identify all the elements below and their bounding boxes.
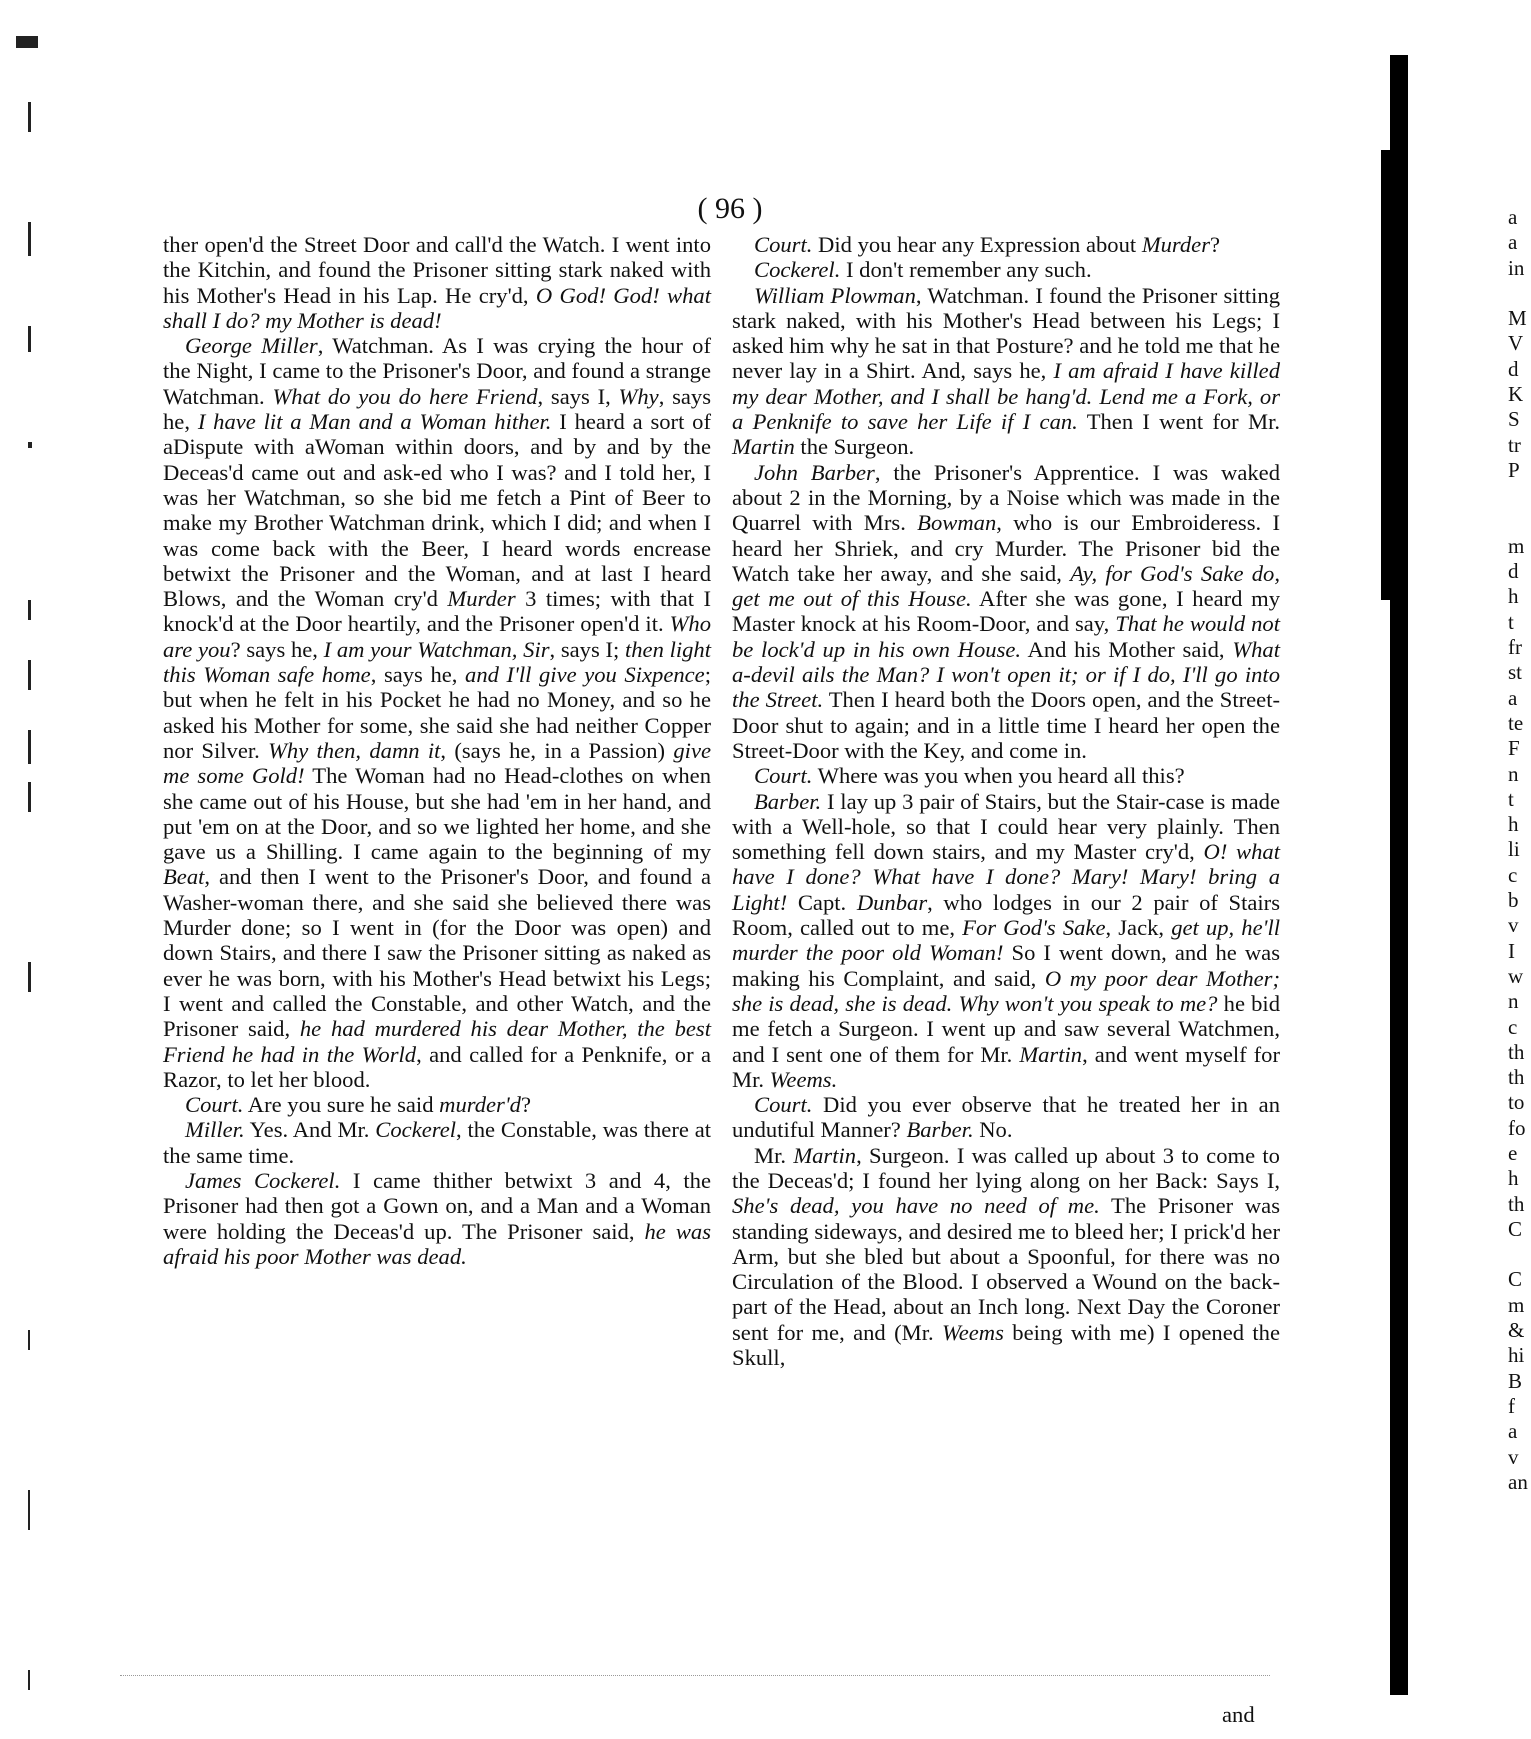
edge-letter: h (1508, 584, 1519, 609)
paragraph: ther open'd the Street Door and call'd the Watch. I went into the Kitchin, and found the Prisoner sitting stark naked with his Mother's Head in his Lap. He cry'd, O God! God! what shall I do? my Mother is dead! (163, 232, 711, 333)
edge-letter: b (1508, 888, 1519, 913)
paragraph: Court. Did you ever observe that he treated her in an undutiful Manner? Barber. No. (732, 1092, 1280, 1143)
edge-letter: fo (1508, 1115, 1526, 1140)
edge-letter: tr (1508, 432, 1521, 457)
edge-letter: v (1508, 913, 1519, 938)
paragraph: Court. Where was you when you heard all this? (754, 763, 1185, 789)
edge-letter: an (1508, 1469, 1528, 1494)
paragraph: George Miller, Watchman. As I was crying the hour of the Night, I came to the Prisoner's Door, and found a strange Watchman. What do you do here Friend, says I, Why, says he, I have lit a Man and a Woman hither. I heard a sort of aDispute with aWoman within doors, and by and by the Deceas'd came out and ask-ed who I was? and I told her, I was her Watchman, so she bid me fetch a Pint of Beer to make my Brother Watchman drink, which I did; and when I was come back with the Beer, I heard words encrease betwixt the Prisoner and the Woman, and at last I heard Blows, and the Woman cry'd Murder 3 times; with that I knock'd at the Door heartily, and the Prisoner open'd it. Who are you? says he, I am your Watchman, Sir, says I; then light this Woman safe home, says he, and I'll give you Sixpence; but when he felt in his Pocket he had no Money, and so he asked his Mother for some, she said she had neither Copper nor Silver. Why then, damn it, (says he, in a Passion) give me some Gold! The Woman had no Head-clothes on when she came out of his House, but she had 'em in her hand, and put 'em on at the Door, and so we lighted her home, and she gave us a Shilling. I came again to the beginning of my Beat, and then I went to the Prisoner's Door, and found a Washer-woman there, and she said she believed there was Murder done; so I went in (for the Door was open) and down Stairs, and there I saw the Prisoner sitting as naked as ever he was born, with his Mother's Head betwixt his Legs; I went and called the Constable, and other Watch, and the Prisoner said, he had murdered his dear Mother, the best Friend he had in the World, and called for a Penknife, or a Razor, to let her blood. (163, 333, 712, 1092)
edge-letter: st (1508, 660, 1523, 685)
paragraph: Court. Did you hear any Expression about Murder? (754, 232, 1221, 257)
paragraph: James Cockerel. I came thither betwixt 3 and 4, the Prisoner had then got a Gown on, and a Man and a Woman were holding the Deceas'd up. The Prisoner said, he was afraid his poor Mother was dead. (163, 1167, 711, 1269)
edge-letter: V (1508, 331, 1524, 356)
edge-letter: v (1508, 1444, 1519, 1469)
edge-letter: in (1508, 255, 1525, 280)
left-column (163, 232, 711, 1269)
edge-letter: C (1508, 1216, 1523, 1241)
edge-letter: & (1508, 1318, 1525, 1343)
edge-letter: c (1508, 1014, 1518, 1039)
edge-letter: m (1508, 1292, 1525, 1317)
paragraph: Court. Are you sure he said murder'd? (185, 1092, 532, 1118)
edge-letter (1508, 483, 1530, 508)
paragraph: Mr. Martin, Surgeon. I was called up about 3 to come to the Deceas'd; I found her lying along on her Back: Says I, She's dead, you have no need of me. The Prisoner was standing sideways, and desired me to bleed her; I prick'd her Arm, but she bled but about a Spoonful, for there was no Circulation of the Blood. I observed a Wound on the back-part of the Head, about an Inch long. Next Day the Coroner sent for me, and (Mr. Weems being with me) I opened the Skull, (732, 1142, 1281, 1371)
scan-edge-marks (8, 30, 48, 1710)
edge-letter: te (1508, 710, 1524, 735)
edge-letter: C (1508, 1267, 1523, 1292)
edge-letter: n (1508, 989, 1519, 1014)
catchword: and (1222, 1702, 1255, 1727)
edge-letter: th (1508, 1039, 1525, 1064)
edge-letter: th (1508, 1065, 1525, 1090)
edge-letter: h (1508, 1166, 1519, 1191)
edge-letter: S (1508, 407, 1520, 432)
scan-bottom-noise (120, 1675, 1270, 1678)
right-column (732, 232, 1280, 1370)
edge-letter: h (1508, 812, 1519, 837)
edge-letter (1508, 281, 1530, 306)
paragraph: John Barber, the Prisoner's Apprentice. I was waked about 2 in the Morning, by a Noise which was made in the Quarrel with Mrs. Bowman, who is our Embroideress. I heard her Shriek, and cry Murder. The Prisoner bid the Watch take her away, and she said, Ay, for God's Sake do, get me out of this House. After she was gone, I heard my Master knock at his Room-Door, and say, That he would not be lock'd up in his own House. And his Mother said, What a-devil ails the Man? I won't open it; or if I do, I'll go into the Street. Then I heard both the Doors open, and the Street-Door shut to again; and in a little time I heard her open the Street-Door with the Key, and come in. (732, 459, 1281, 763)
paragraph: Cockerel. I don't remember any such. (754, 257, 1092, 283)
edge-letter: F (1508, 736, 1520, 761)
edge-letter: P (1508, 457, 1520, 482)
edge-letter: f (1508, 1393, 1515, 1418)
edge-letter: m (1508, 533, 1525, 558)
edge-letter: a (1508, 1419, 1518, 1444)
adjacent-page-edge-text (1508, 205, 1530, 1495)
edge-letter: t (1508, 609, 1514, 634)
edge-letter (1508, 1242, 1530, 1267)
edge-letter: K (1508, 382, 1524, 407)
edge-letter: li (1508, 837, 1520, 862)
edge-letter: B (1508, 1368, 1523, 1393)
edge-letter: d (1508, 559, 1519, 584)
edge-letter: a (1508, 685, 1518, 710)
edge-letter: a (1508, 205, 1518, 229)
binding-shadow-inner (1381, 150, 1391, 600)
edge-letter: c (1508, 862, 1518, 887)
edge-letter: e (1508, 1140, 1518, 1165)
edge-letter: fr (1508, 635, 1522, 660)
edge-letter: to (1508, 1090, 1525, 1115)
binding-shadow (1390, 55, 1408, 1695)
edge-letter (1508, 509, 1530, 534)
edge-letter: hi (1508, 1343, 1525, 1368)
edge-letter: w (1508, 963, 1524, 988)
edge-letter: I (1508, 938, 1515, 963)
edge-letter: th (1508, 1191, 1525, 1216)
edge-letter: a (1508, 230, 1518, 255)
page-number: ( 96 ) (697, 192, 763, 225)
edge-letter: n (1508, 761, 1519, 786)
edge-letter: M (1508, 306, 1527, 331)
edge-letter: t (1508, 786, 1514, 811)
edge-letter: d (1508, 356, 1519, 381)
paragraph: Barber. I lay up 3 pair of Stairs, but the Stair-case is made with a Well-hole, so that I could hear very plainly. Then something fell down stairs, and my Master cry'd, O! what have I done? What have I done? Mary! Mary! bring a Light! Capt. Dunbar, who lodges in our 2 pair of Stairs Room, called out to me, For God's Sake, Jack, get up, he'll murder the poor old Woman! So I went down, and he was making his Complaint, and said, O my poor dear Mother; she is dead, she is dead. Why won't you speak to me? he bid me fetch a Surgeon. I went up and saw several Watchmen, and I sent one of them for Mr. Martin, and went myself for Mr. Weems. (732, 788, 1281, 1092)
paragraph: Miller. Yes. And Mr. Cockerel, the Constable, was there at the same time. (163, 1117, 711, 1168)
paragraph: William Plowman, Watchman. I found the Prisoner sitting stark naked, with his Mother's Head between his Legs; I asked him why he sat in that Posture? and he told me that he never lay in a Shirt. And, says he, I am afraid I have killed my dear Mother, and I shall be hang'd. Lend me a Fork, or a Penknife to save her Life if I can. Then I went for Mr. Martin the Surgeon. (732, 282, 1280, 460)
